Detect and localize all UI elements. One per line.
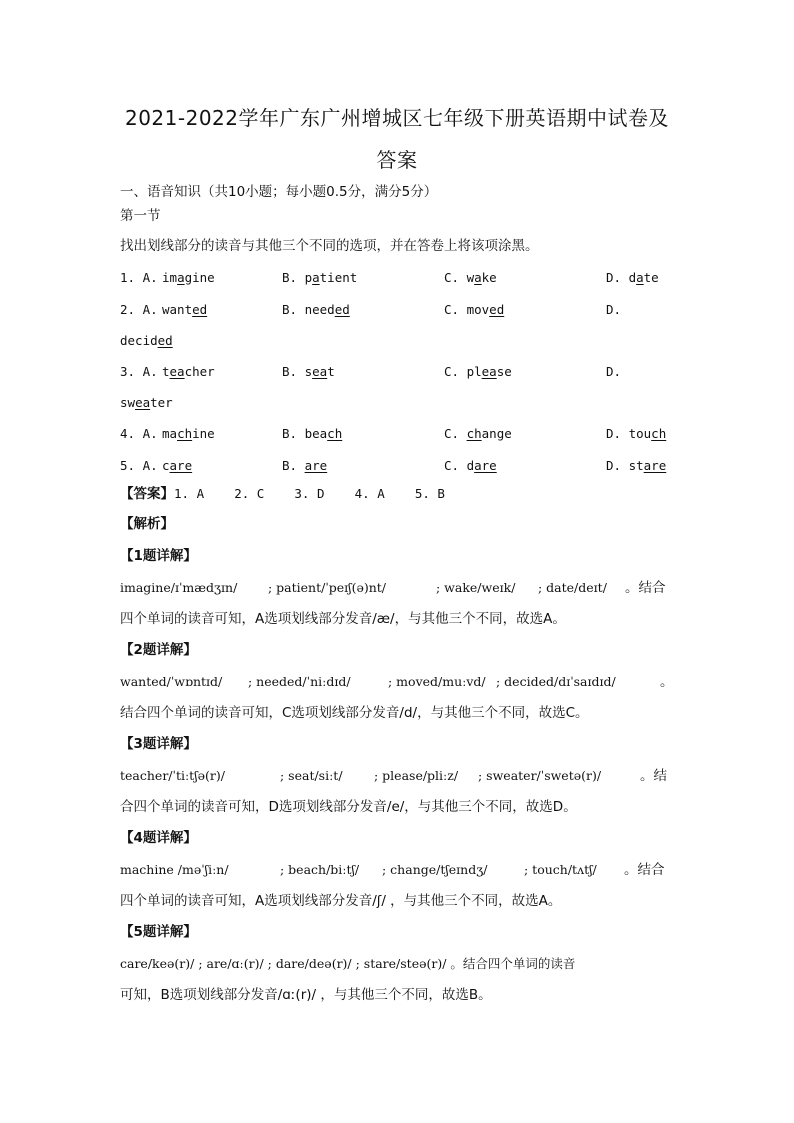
detail-4-heading: 【4题详解】	[120, 830, 197, 846]
phonetic-item: ; beach/biːtʃ/	[280, 862, 360, 877]
detail-2-text: 结合四个单词的读音可知，C选项划线部分发音/d/，与其他三个不同，故选C。	[120, 705, 589, 721]
detail-3-text: 合四个单词的读音可知，D选项划线部分发音/e/，与其他三个不同，故选D。	[120, 799, 577, 815]
phonetic-item: ; patient/ˈpeɪʃ(ə)nt/	[268, 580, 387, 595]
option-a: wanted	[162, 302, 208, 317]
document-title-line2: 答案	[376, 148, 418, 172]
option-d: sweater	[120, 395, 173, 410]
document-title-line1: 2021-2022学年广东广州增城区七年级下册英语期中试卷及	[124, 106, 669, 130]
option-d: D. stare	[606, 458, 667, 473]
instruction-text: 找出划线部分的读音与其他三个不同的选项，并在答卷上将该项涂黑。	[120, 238, 539, 254]
option-c: C. please	[444, 364, 512, 379]
phonetic-item: 。结合	[624, 862, 665, 878]
option-a: machine	[162, 426, 215, 441]
detail-1-text: 四个单词的读音可知，A选项划线部分发音/æ/，与其他三个不同，故选A。	[120, 611, 566, 627]
answer-text: 1. A 2. C 3. D 4. A 5. B	[174, 486, 445, 501]
option-b: B. are	[282, 458, 328, 473]
option-c: C. change	[444, 426, 512, 441]
question-number: 2. A.	[120, 302, 158, 317]
question-number: 4. A.	[120, 426, 158, 441]
detail-2-heading: 【2题详解】	[120, 642, 197, 658]
option-d: D. touch	[606, 426, 667, 441]
phonetic-item: ; needed/ˈniːdɪd/	[248, 674, 351, 689]
phonetic-item: ; wake/weɪk/	[436, 580, 516, 595]
answer-label: 【答案】	[120, 486, 174, 502]
phonetic-item: ; date/deɪt/	[538, 580, 607, 595]
option-c: C. wake	[444, 270, 497, 285]
option-b: B. seat	[282, 364, 335, 379]
phonetic-item: ; change/tʃeɪndʒ/	[382, 862, 488, 877]
analysis-label: 【解析】	[120, 516, 174, 532]
phonetic-item: ; please/pliːz/	[374, 768, 459, 783]
question-number: 5. A.	[120, 458, 158, 473]
option-d: D. date	[606, 270, 659, 285]
phonetic-item: ; decided/dɪˈsaɪdɪd/	[496, 674, 616, 689]
detail-5-heading: 【5题详解】	[120, 924, 197, 940]
phonetic-item: 。	[660, 674, 674, 690]
question-number: 3. A.	[120, 364, 158, 379]
part-label: 第一节	[120, 208, 161, 224]
phonetic-item: 。结合	[625, 580, 666, 596]
phonetic-item: 。结	[640, 768, 667, 784]
phonetic-item: wanted/ˈwɒntɪd/	[120, 674, 223, 689]
phonetic-item: ; touch/tʌtʃ/	[524, 862, 597, 877]
option-d-label: D.	[606, 364, 622, 379]
option-a: imagine	[162, 270, 215, 285]
answer-line	[120, 484, 445, 504]
phonetic-item: ; seat/siːt/	[280, 768, 343, 783]
option-b: B. beach	[282, 426, 343, 441]
detail-1-heading: 【1题详解】	[120, 548, 197, 564]
phonetic-item: ; moved/muːvd/	[388, 674, 486, 689]
detail-5-text: 可知，B选项划线部分发音/ɑː(r)/ ，与其他三个不同，故选B。	[120, 987, 492, 1003]
option-d-label: D.	[606, 302, 622, 317]
option-c: C. dare	[444, 458, 497, 473]
phonetic-item: care/keə(r)/ ; are/ɑː(r)/ ; dare/deə(r)/ ; stare/steə(r)/ 。结合四个单词的读音	[120, 956, 576, 971]
option-a: teacher	[162, 364, 215, 379]
phonetic-item: machine /məˈʃiːn/	[120, 862, 229, 877]
detail-4-text: 四个单词的读音可知，A选项划线部分发音/ʃ/ ，与其他三个不同，故选A。	[120, 893, 562, 909]
option-b: B. patient	[282, 270, 358, 285]
detail-3-heading: 【3题详解】	[120, 736, 197, 752]
question-number: 1. A.	[120, 270, 158, 285]
phonetic-item: imagine/ɪˈmædʒɪn/	[120, 580, 238, 595]
option-c: C. moved	[444, 302, 505, 317]
phonetic-item: ; sweater/ˈswetə(r)/	[478, 768, 602, 783]
option-d: decided	[120, 333, 173, 348]
section-heading: 一、语音知识（共10小题；每小题0.5分，满分5分）	[120, 184, 438, 200]
option-b: B. needed	[282, 302, 350, 317]
option-a: care	[162, 458, 193, 473]
phonetic-item: teacher/ˈtiːtʃə(r)/	[120, 768, 225, 783]
